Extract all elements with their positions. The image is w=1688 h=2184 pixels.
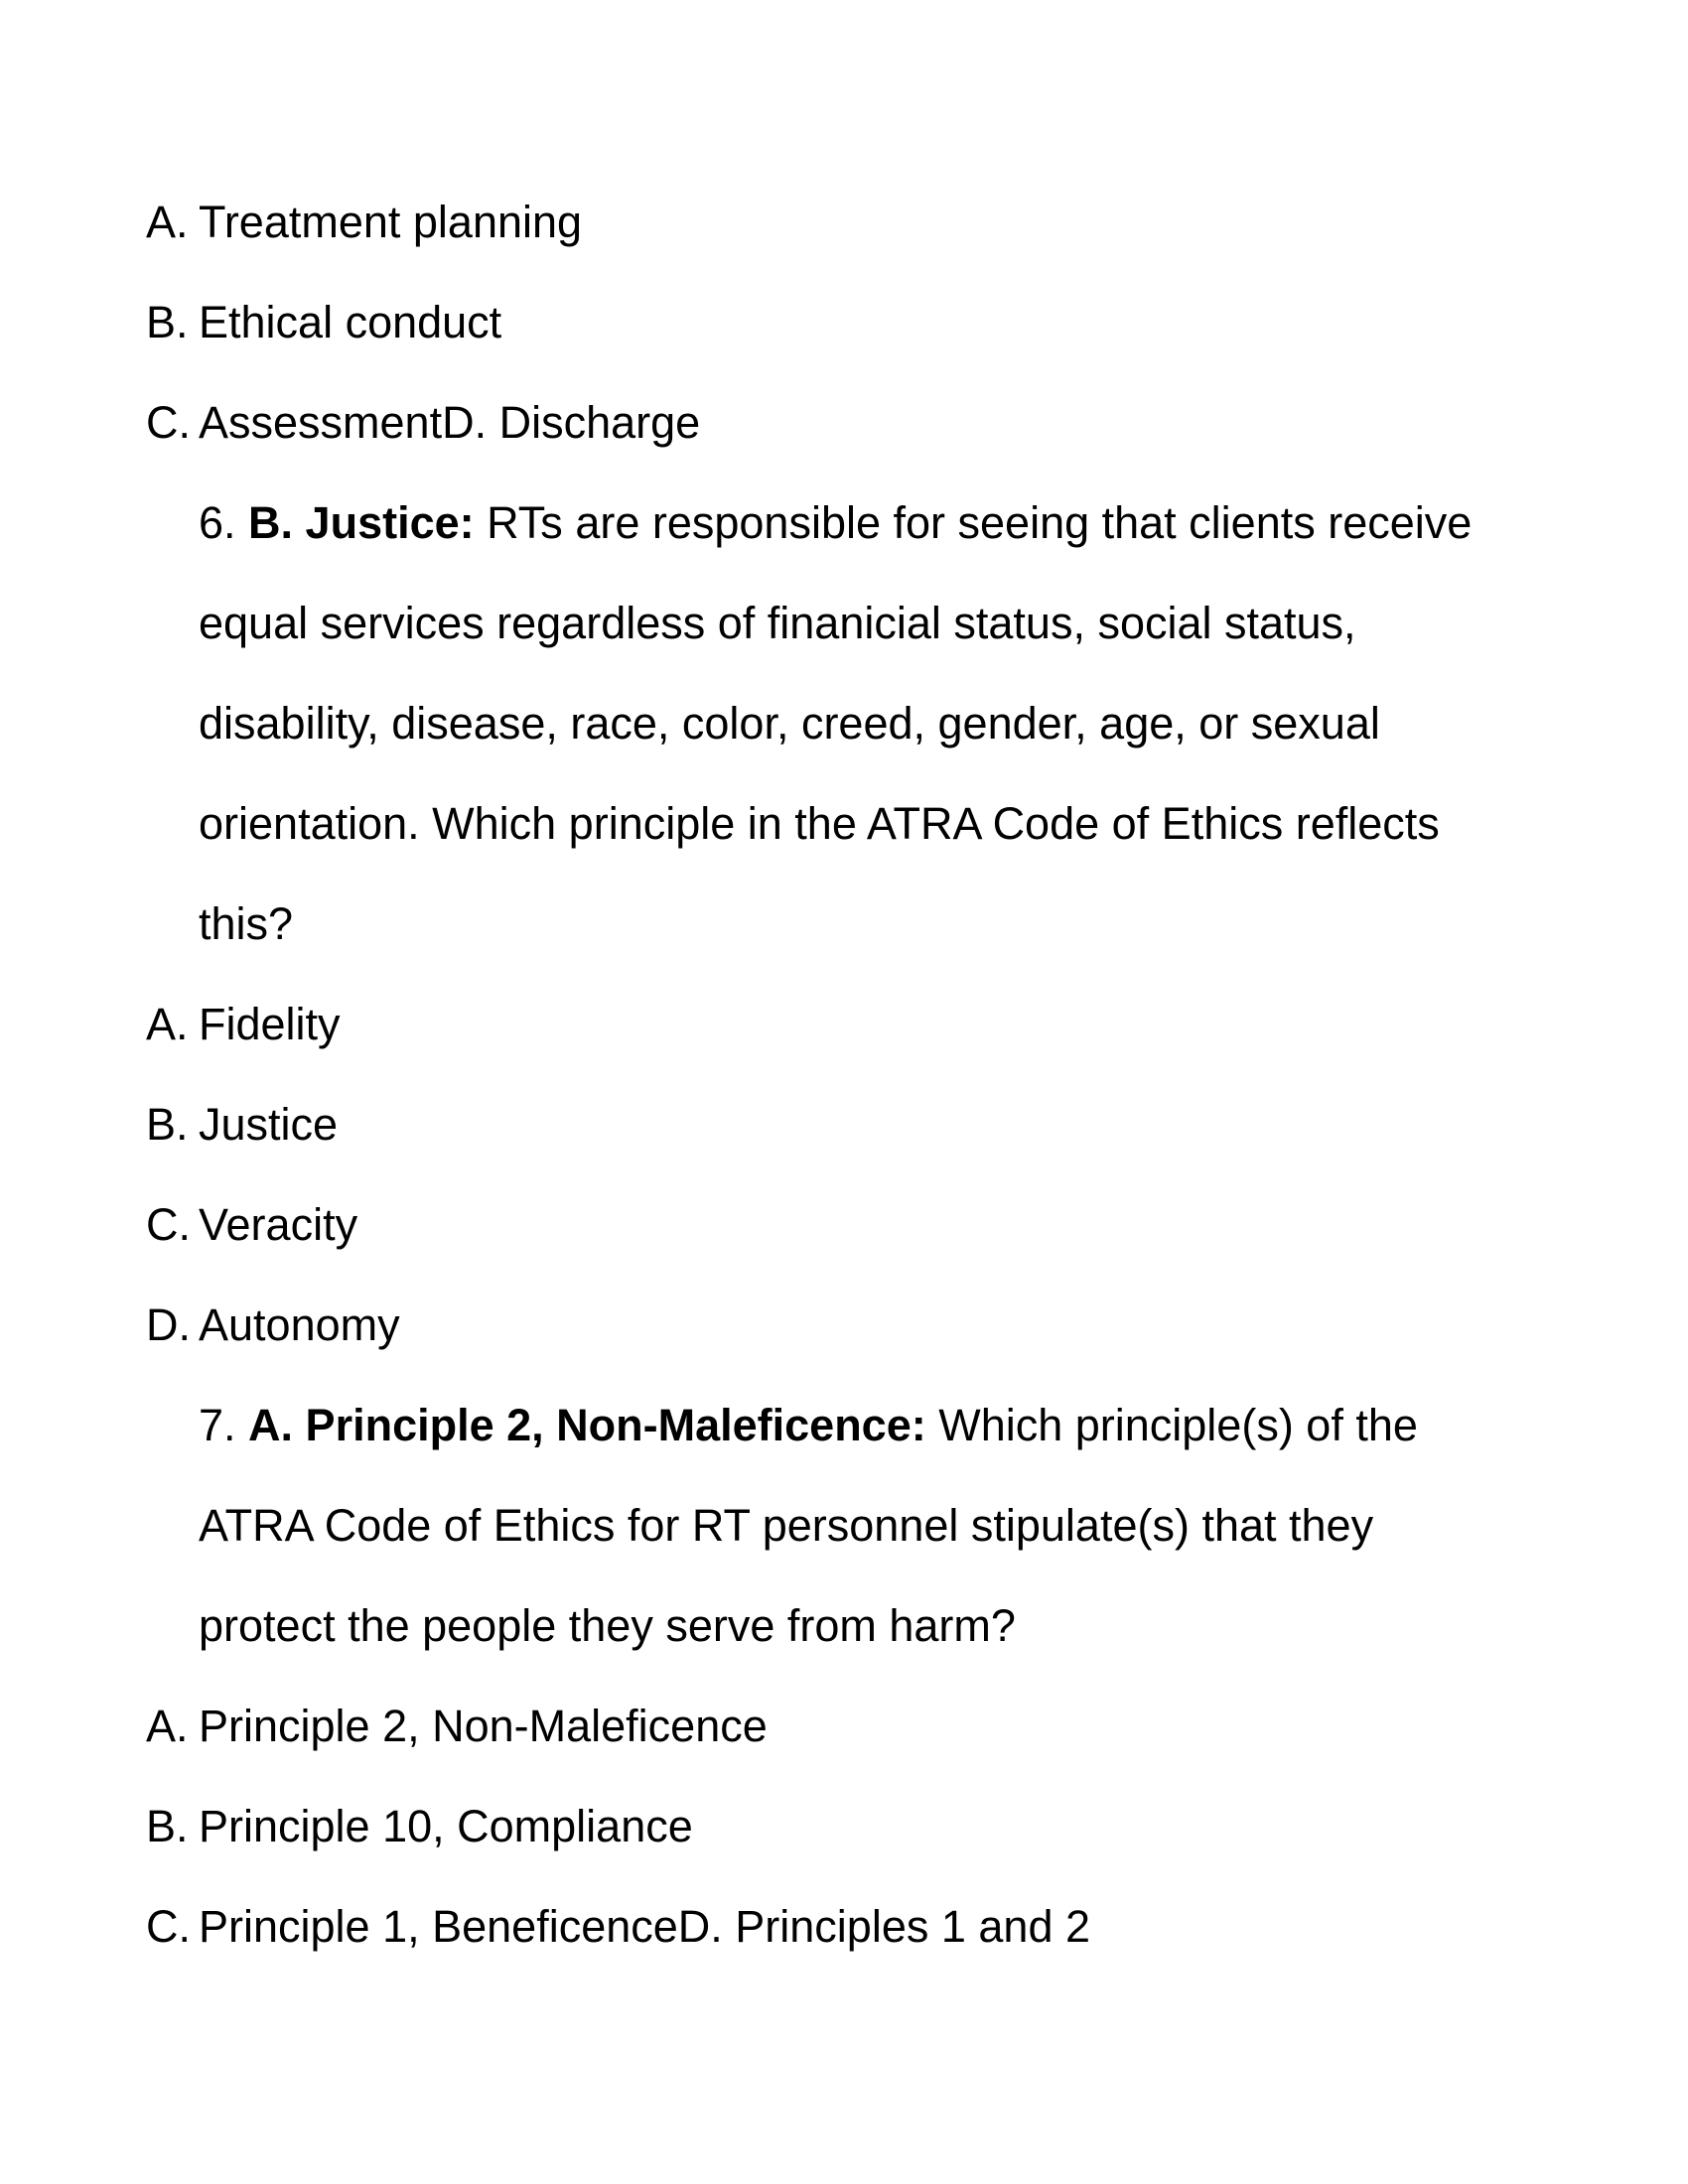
q7-line-2: ATRA Code of Ethics for RT personnel stipulate(s) that they [199,1500,1374,1551]
option-letter: B. [146,297,189,347]
option-text: Ethical conduct [199,297,502,347]
option-text: Principle 2, Non-Maleficence [199,1701,768,1751]
question-text: RTs are responsible for seeing that clients receive [474,497,1473,548]
option-letter: C. [146,1901,191,1952]
option-text: Veracity [199,1199,358,1250]
option-letter: A. [146,1701,189,1751]
option-letter: B. [146,1099,189,1150]
q6-line-4: orientation. Which principle in the ATRA Code of Ethics reflects [199,798,1440,849]
option-text: Principle 1, BeneficenceD. Principles 1 and 2 [199,1901,1091,1952]
option-text: Fidelity [199,999,341,1049]
option-text: Justice [199,1099,339,1150]
q6-line-5: this? [199,898,294,949]
answer-key: B. Justice: [248,497,475,548]
question-number: 6. [199,497,236,548]
answer-key: A. Principle 2, Non-Maleficence: [248,1400,926,1450]
option-text: Principle 10, Compliance [199,1801,693,1851]
option-letter: B. [146,1801,189,1851]
option-letter: C. [146,1199,191,1250]
question-number: 7. [199,1400,236,1450]
q6-line-1 [199,496,1472,550]
option-text: Treatment planning [199,197,583,247]
option-letter: C. [146,397,191,448]
question-text: Which principle(s) of the [925,1400,1418,1450]
q7-line-3: protect the people they serve from harm? [199,1600,1016,1651]
option-letter: A. [146,197,189,247]
option-text: AssessmentD. Discharge [199,397,701,448]
q6-line-3: disability, disease, race, color, creed, gender, age, or sexual [199,698,1380,749]
option-letter: D. [146,1299,191,1350]
q6-line-2: equal services regardless of finanicial status, social status, [199,598,1356,648]
option-letter: A. [146,999,189,1049]
q7-line-1 [199,1399,1418,1452]
option-text: Autonomy [199,1299,400,1350]
